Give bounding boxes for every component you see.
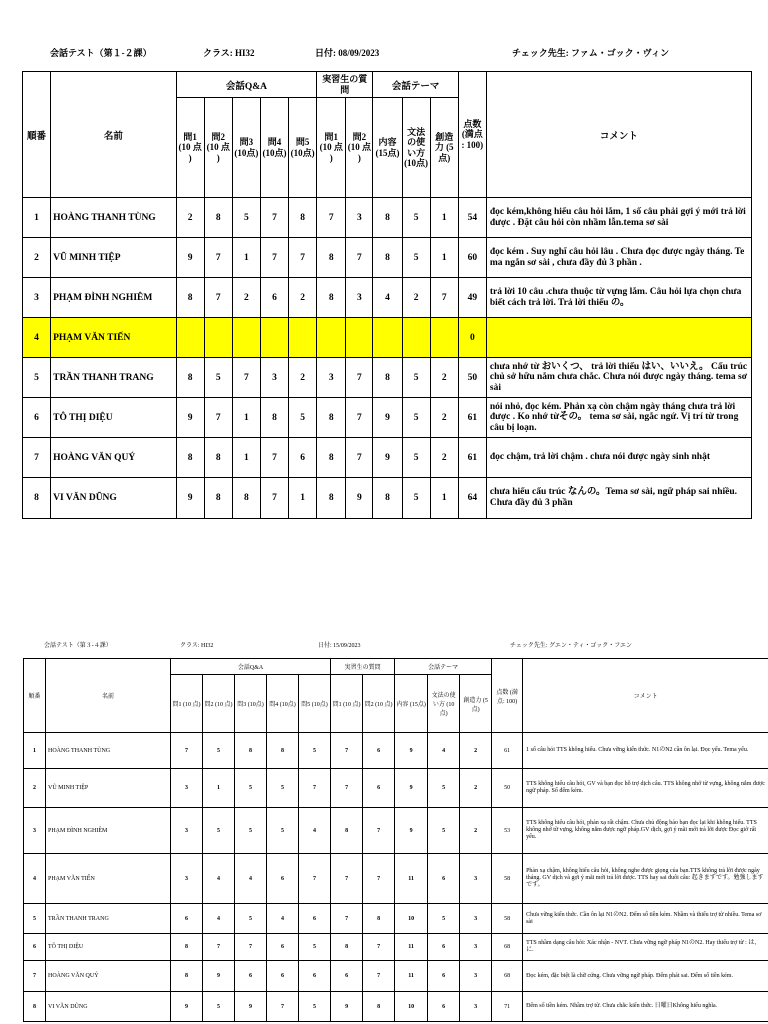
score-cell: 8 [267,733,299,769]
score-cell: 2 [176,198,204,238]
student-name: HOÀNG THANH TÙNG [46,733,171,769]
score-cell: 5 [428,904,460,934]
score-cell: 4 [203,904,235,934]
score-cell: 5 [428,808,460,854]
score-cell: 7 [267,992,299,1022]
col-iq1-header: 問1 (10 点 ) [317,98,346,198]
total-score: 58 [492,854,523,904]
score-cell [289,318,317,358]
score-cell: 3 [171,808,203,854]
score-cell: 7 [235,934,267,961]
table-row [23,398,752,438]
row-number: 6 [24,934,46,961]
total-score: 61 [492,733,523,769]
score-cell: 3 [317,358,346,398]
total-score: 61 [458,398,486,438]
score-cell: 9 [395,808,428,854]
score-cell: 7 [346,438,373,478]
comment-cell: trả lời 10 câu .chưa thuộc từ vựng lắm. Câu hỏi lựa chọn chưa biết cách trả lời. Trả lời thiếu の。 [486,278,751,318]
score-cell: 1 [232,438,260,478]
col-iq2-header: 問2 (10 点 ) [346,98,373,198]
score-cell: 8 [204,478,232,519]
table-row [24,769,768,808]
col-name-header: 名前 [51,72,177,198]
comment-cell [486,318,751,358]
score-cell: 4 [428,733,460,769]
comment-cell: 1 số câu hỏi TTS không hiểu. Chưa vững kiến thức. N1のN2 cần ôn lại. Đọc yếu. Tema yếu. [523,733,768,769]
score-cell: 5 [402,238,430,278]
score-cell: 9 [395,733,428,769]
table-row [23,278,752,318]
score-cell: 6 [428,961,460,992]
col-total-header: 点数 (満点 : 100) [458,72,486,198]
score-cell: 9 [176,478,204,519]
col-grammar-header: 文法の使い方 (10点) [402,98,430,198]
score-cell: 5 [402,358,430,398]
total-score: 54 [458,198,486,238]
table-row [24,961,768,992]
score-cell: 6 [428,934,460,961]
score-cell: 7 [260,238,288,278]
col-total-header: 点数 (満点: 100) [492,659,523,733]
score-cell: 3 [171,854,203,904]
score-cell: 4 [267,904,299,934]
score-cell: 3 [260,358,288,398]
score-cell: 8 [363,904,395,934]
comment-cell: TTS nhầm dạng câu hỏi: Xác nhận - NVT. Chưa vững ngữ pháp N1のN2. Hay thiếu trợ từ : は、に. [523,934,768,961]
theme-group-header: 会話テーマ [373,72,458,98]
row-number: 4 [23,318,51,358]
score-cell: 7 [363,808,395,854]
score-cell: 5 [402,438,430,478]
comment-cell: Chưa vững kiến thức. Cần ôn lại N1のN2. Đếm số tiền kém. Nhầm và thiếu trợ từ nhiều. Tema sơ sài [523,904,768,934]
table-row [24,808,768,854]
score-cell: 8 [363,992,395,1022]
score-cell: 5 [402,198,430,238]
sheet1-class: クラス: HI32 [203,48,255,58]
table-row [24,904,768,934]
score-cell: 6 [267,854,299,904]
score-cell: 6 [171,904,203,934]
table-row [24,992,768,1022]
score-cell: 8 [289,198,317,238]
score-cell: 7 [346,398,373,438]
col-q2-header: 問2 (10 点) [203,675,235,733]
row-number: 3 [23,278,51,318]
score-cell: 7 [204,238,232,278]
total-score: 64 [458,478,486,519]
score-cell: 7 [317,198,346,238]
score-cell: 2 [232,278,260,318]
score-cell: 3 [460,904,492,934]
score-cell: 6 [260,278,288,318]
table-row [23,438,752,478]
col-name-header: 名前 [46,659,171,733]
sheet2-rows [24,733,768,1022]
score-cell: 8 [204,438,232,478]
score-cell: 9 [235,992,267,1022]
score-cell: 5 [235,808,267,854]
score-cell: 5 [299,992,331,1022]
col-comment-header: コメント [523,659,768,733]
total-score: 50 [458,358,486,398]
score-cell: 7 [346,238,373,278]
score-cell: 8 [235,733,267,769]
intern-question-group-header: 実習生の質問 [317,72,373,98]
row-number: 7 [24,961,46,992]
score-cell: 8 [176,438,204,478]
score-cell: 8 [176,278,204,318]
sheet1-checker: チェック先生: ファム・ゴック・ヴィン [512,48,670,58]
score-cell: 7 [204,398,232,438]
score-cell: 9 [346,478,373,519]
score-cell: 9 [395,769,428,808]
total-score: 49 [458,278,486,318]
score-cell: 5 [299,733,331,769]
score-cell: 7 [260,478,288,519]
qa-group-header: 会話Q&A [176,72,317,98]
score-cell: 4 [235,854,267,904]
score-cell: 7 [289,238,317,278]
score-cell: 6 [299,904,331,934]
comment-cell: Đếm số tiền kém. Nhầm trợ từ. Chưa chắc kiến thức. 日曜日Không hiểu nghĩa. [523,992,768,1022]
student-name: TÔ THỊ DIỆU [51,398,177,438]
score-cell: 3 [460,934,492,961]
score-cell [402,318,430,358]
row-number: 2 [23,238,51,278]
col-q4-header: 問4 (10点) [267,675,299,733]
sheet1-rows [23,198,752,519]
score-cell: 8 [373,198,402,238]
student-name: PHẠM VĂN TIẾN [46,854,171,904]
qa-group-header: 会話Q&A [171,659,331,675]
score-cell [373,318,402,358]
row-number: 1 [23,198,51,238]
total-score: 61 [458,438,486,478]
score-cell: 6 [331,961,363,992]
score-cell: 5 [232,198,260,238]
student-name: PHẠM ĐÌNH NGHIÊM [46,808,171,854]
score-cell: 2 [289,358,317,398]
row-number: 4 [24,854,46,904]
table-row [23,238,752,278]
comment-cell: chưa hiểu cấu trúc なんの。Tema sơ sài, ngữ pháp sai nhiều. Chưa đầy đủ 3 phần [486,478,751,519]
score-cell: 7 [203,934,235,961]
sheet2-title: 会話テスト（第３-４課） [44,643,112,649]
score-cell: 2 [289,278,317,318]
col-iq1-header: 問1 (10 点) [331,675,363,733]
score-cell: 8 [176,358,204,398]
sheet2-score-table [23,658,768,1022]
sheet2-date: 日付: 15/09/2023 [318,643,361,649]
score-cell: 3 [171,769,203,808]
comment-cell: nói nhỏ, đọc kém. Phản xạ còn chậm ngày tháng chưa trả lời được . Ko nhớ từその。 tema sơ sài, ngắc ngứ. Vị trí từ trong câu bị loạn. [486,398,751,438]
score-cell: 2 [402,278,430,318]
score-cell: 8 [171,934,203,961]
score-cell: 9 [203,961,235,992]
score-cell: 6 [267,961,299,992]
col-q2-header: 問2 (10 点 ) [204,98,232,198]
score-cell: 7 [260,198,288,238]
score-cell: 1 [232,398,260,438]
score-cell: 5 [402,398,430,438]
student-name: TÔ THỊ DIỆU [46,934,171,961]
score-cell: 2 [430,398,458,438]
col-q1-header: 問1 (10 点 ) [176,98,204,198]
score-cell: 8 [373,238,402,278]
score-cell: 2 [460,769,492,808]
score-cell: 9 [373,438,402,478]
score-cell: 6 [428,992,460,1022]
score-cell: 11 [395,934,428,961]
score-cell: 7 [232,358,260,398]
score-cell: 5 [235,904,267,934]
score-cell: 1 [430,198,458,238]
total-score: 58 [492,904,523,934]
score-cell: 5 [299,934,331,961]
score-cell: 1 [232,238,260,278]
col-comment-header: コメント [486,72,751,198]
col-q4-header: 問4 (10点) [260,98,288,198]
score-cell: 7 [171,733,203,769]
student-name: PHẠM ĐÌNH NGHIÊM [51,278,177,318]
score-cell: 6 [363,733,395,769]
theme-group-header: 会話テーマ [395,659,492,675]
score-cell: 5 [267,808,299,854]
score-cell: 3 [460,961,492,992]
total-score: 60 [458,238,486,278]
row-number: 8 [23,478,51,519]
score-cell: 8 [331,934,363,961]
total-score: 53 [492,808,523,854]
score-cell: 5 [402,478,430,519]
table-row [24,733,768,769]
score-cell: 8 [317,278,346,318]
score-cell: 4 [299,808,331,854]
score-cell: 9 [176,398,204,438]
sheet1-score-table [22,71,752,519]
score-cell: 1 [203,769,235,808]
student-name: TRẦN THANH TRANG [46,904,171,934]
score-cell: 5 [203,733,235,769]
col-grammar-header: 文法の使い方 (10点) [428,675,460,733]
score-cell: 7 [204,278,232,318]
score-cell: 7 [331,854,363,904]
score-cell: 6 [363,769,395,808]
score-cell [176,318,204,358]
table-row [23,198,752,238]
score-cell: 8 [171,961,203,992]
table-row [23,358,752,398]
col-q3-header: 問3 (10点) [232,98,260,198]
score-cell: 8 [232,478,260,519]
score-cell: 7 [363,961,395,992]
score-cell [232,318,260,358]
score-cell: 6 [428,854,460,904]
col-content-header: 内容 (15点) [373,98,402,198]
col-q5-header: 問5 (10点) [289,98,317,198]
total-score: 71 [492,992,523,1022]
score-cell: 3 [346,198,373,238]
col-no-header: 順番 [24,659,46,733]
score-cell: 2 [430,358,458,398]
score-cell: 7 [346,358,373,398]
table-row [23,478,752,519]
student-name: TRẦN THANH TRANG [51,358,177,398]
score-cell: 10 [395,992,428,1022]
score-cell: 9 [331,992,363,1022]
score-cell: 3 [346,278,373,318]
row-number: 1 [24,733,46,769]
table-row [24,854,768,904]
score-cell: 8 [260,398,288,438]
score-cell [260,318,288,358]
sheet1-date: 日付: 08/09/2023 [315,48,380,58]
student-name: HOÀNG VĂN QUÝ [51,438,177,478]
col-creativity-header: 創造力 (5点) [430,98,458,198]
score-cell: 6 [235,961,267,992]
score-cell: 7 [260,438,288,478]
score-cell: 6 [289,438,317,478]
score-cell: 7 [430,278,458,318]
student-name: VI VĂN DŨNG [46,992,171,1022]
sheet1-title: 会話テスト（第１-２課） [50,48,152,58]
student-name: VŨ MINH TIỆP [51,238,177,278]
score-cell: 5 [203,992,235,1022]
student-name: HOÀNG THANH TÙNG [51,198,177,238]
score-cell: 4 [373,278,402,318]
score-cell: 5 [235,769,267,808]
score-cell: 6 [267,934,299,961]
col-no-header: 順番 [23,72,51,198]
sheet2-checker: チェック先生: グエン・ティ・ゴック・フエン [510,643,632,649]
comment-cell: TTS không hiểu câu hỏi, GV và bạn đọc hỗ trợ dịch câu. TTS không nhớ từ vựng, không nắm được ngữ pháp. Số đếm kém. [523,769,768,808]
score-cell: 5 [267,769,299,808]
score-cell: 8 [331,808,363,854]
score-cell: 4 [203,854,235,904]
score-cell: 2 [460,808,492,854]
score-cell: 7 [331,769,363,808]
score-cell: 1 [289,478,317,519]
score-cell: 8 [204,198,232,238]
score-cell: 8 [317,398,346,438]
row-number: 6 [23,398,51,438]
score-cell: 9 [171,992,203,1022]
table-row [24,934,768,961]
score-cell: 5 [289,398,317,438]
score-cell: 8 [317,438,346,478]
total-score: 68 [492,961,523,992]
comment-cell: đọc chậm, trả lời chậm . chưa nói được ngày sinh nhật [486,438,751,478]
score-cell: 8 [317,478,346,519]
comment-cell: đọc kém,không hiểu câu hỏi lắm, 1 số câu phải gợi ý mới trả lời được . Đặt câu hỏi còn nhầm lẫn.tema sơ sài [486,198,751,238]
score-cell: 7 [331,904,363,934]
score-cell: 2 [460,733,492,769]
intern-question-group-header: 実習生の質問 [331,659,395,675]
row-number: 8 [24,992,46,1022]
student-name: HOÀNG VĂN QUÝ [46,961,171,992]
row-number: 5 [23,358,51,398]
score-cell [346,318,373,358]
comment-cell: Đọc kém, đặc biệt là chữ cứng. Chưa vững ngữ pháp. Đếm phát sai. Đếm số tiền kém. [523,961,768,992]
score-cell: 5 [203,808,235,854]
row-number: 5 [24,904,46,934]
score-cell: 7 [363,854,395,904]
score-cell: 3 [460,992,492,1022]
total-score: 68 [492,934,523,961]
sheet2-class: クラス: HI32 [180,643,214,649]
score-cell [204,318,232,358]
comment-cell: TTS không hiểu câu hỏi, phản xạ rất chậm. Chưa chủ động báo bạn đọc lại khi không hiểu. TTS không nhớ từ vựng, không nắm được ngữ pháp.GV dịch, gợi ý mãi mới trả lời được Đọc giờ rất yếu. [523,808,768,854]
score-cell: 7 [331,733,363,769]
score-cell: 1 [430,478,458,519]
score-cell: 5 [204,358,232,398]
score-cell: 1 [430,238,458,278]
row-number: 3 [24,808,46,854]
row-number: 2 [24,769,46,808]
score-cell: 9 [373,398,402,438]
score-cell: 2 [430,438,458,478]
score-cell: 8 [317,238,346,278]
student-name: VI VĂN DŨNG [51,478,177,519]
score-cell: 6 [299,961,331,992]
col-q3-header: 問3 (10点) [235,675,267,733]
score-cell: 8 [373,358,402,398]
score-cell: 7 [299,854,331,904]
score-cell: 3 [460,854,492,904]
comment-cell: Phản xạ chậm, không hiểu câu hỏi, không nghe được giọng của bạn.TTS không trả lời được ngày tháng. GV dịch và gợi ý mãi mới trả lời được. TTS hay sai đuôi câu: 起きますです。勉強しますです。 [523,854,768,904]
table-row [23,318,752,358]
total-score: 50 [492,769,523,808]
score-cell: 11 [395,854,428,904]
score-cell: 11 [395,961,428,992]
comment-cell: chưa nhớ từ おいくつ、 trả lời thiếu はい、いいえ。 Cấu trúc chủ sở hữu nắm chưa chắc. Chưa nói được ngày tháng. tema sơ sài [486,358,751,398]
col-iq2-header: 問2 (10 点) [363,675,395,733]
comment-cell: đọc kém . Suy nghĩ câu hỏi lâu . Chưa đọc được ngày tháng. Te ma ngắn sơ sài , chưa đầy đủ 3 phần . [486,238,751,278]
score-cell [430,318,458,358]
score-cell [317,318,346,358]
col-q5-header: 問5 (10点) [299,675,331,733]
total-score: 0 [458,318,486,358]
col-creativity-header: 創造力 (5点) [460,675,492,733]
score-cell: 10 [395,904,428,934]
row-number: 7 [23,438,51,478]
col-content-header: 内容 (15点) [395,675,428,733]
score-cell: 8 [373,478,402,519]
score-cell: 9 [176,238,204,278]
score-cell: 7 [363,934,395,961]
student-name: VŨ MINH TIỆP [46,769,171,808]
score-cell: 5 [428,769,460,808]
student-name: PHẠM VĂN TIẾN [51,318,177,358]
col-q1-header: 問1 (10 点) [171,675,203,733]
score-cell: 7 [299,769,331,808]
